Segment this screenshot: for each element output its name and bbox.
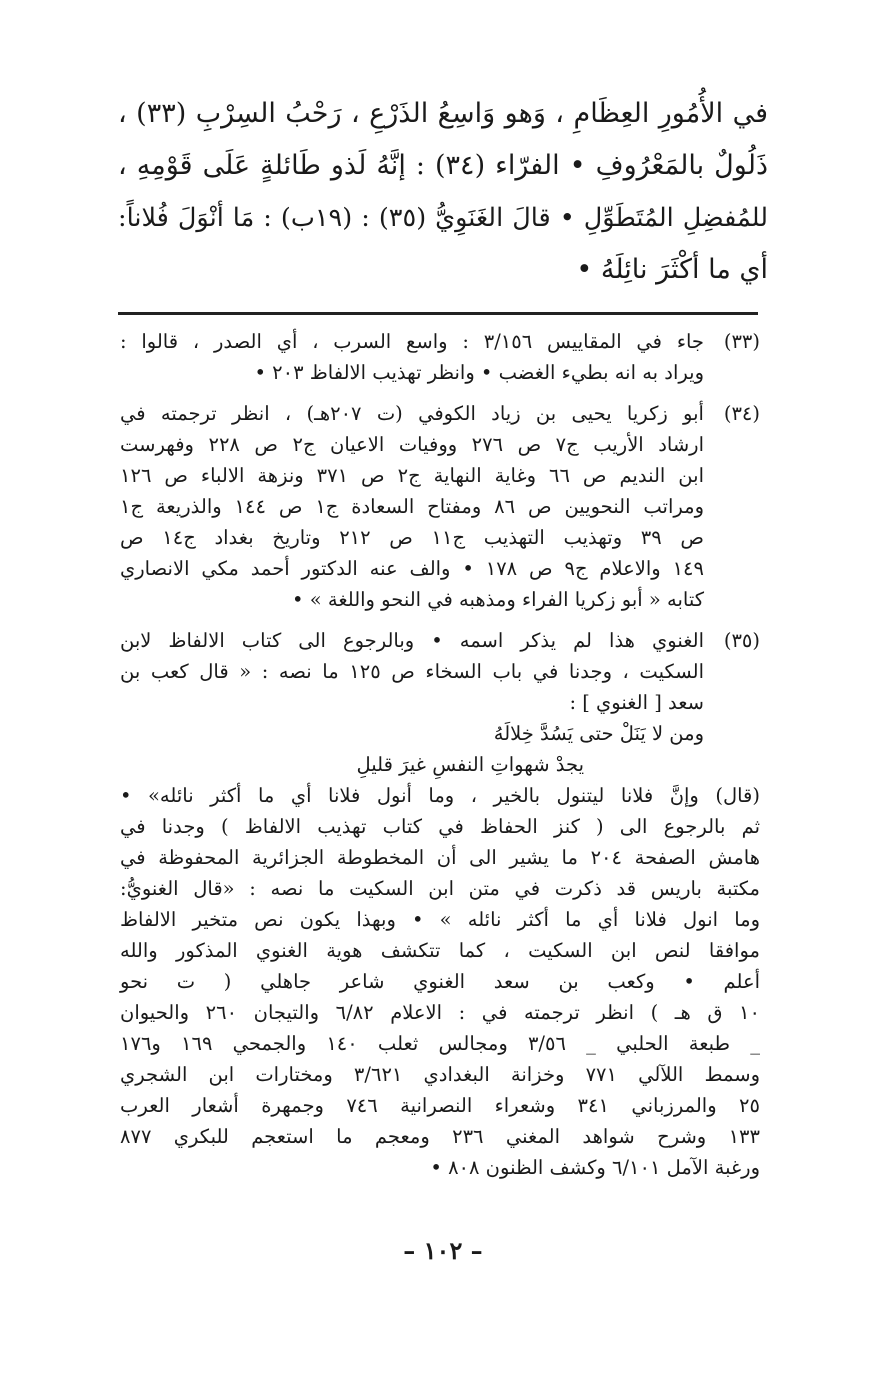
footnote-35: [120, 625, 760, 1183]
verse-first-hemistich: ومن لا يَنَلْ حتى يَسُدَّ خِلالَهُ: [493, 722, 704, 745]
main-text-line: ذَلُولٌ بالمَعْرُوفِ • الفرّاء (٣٤) : إنَّهُ لَذو طَائلةٍ عَلَى قَوْمِهِ ،: [118, 150, 768, 181]
footnote-line: الغنوي هذا لم يذكر اسمه • وبالرجوع الى كتاب الالفاظ لابن: [120, 629, 704, 652]
footnote-line: ارشاد الأريب ج٧ ص ٢٧٦ ووفيات الاعيان ج٢ ص ٢٢٨ وفهرست: [120, 433, 705, 456]
footnote-line: ١٣٣ وشرح شواهد المغني ٢٣٦ ومعجم ما استعجم للبكري ٨٧٧: [120, 1125, 760, 1148]
page-number: – ١٠٢ –: [403, 1236, 483, 1265]
verse-second-hemistich: يجدْ شهواتِ النفسِ غيرَ قليلِ: [356, 753, 584, 776]
footnote-line: ابن النديم ص ٦٦ وغاية النهاية ج٢ ص ٣٧١ ونزهة الالباء ص ١٢٦: [120, 464, 704, 487]
footnote-line: هامش الصفحة ٢٠٤ ما يشير الى أن المخطوطة الجزائرية المحفوظة في: [120, 846, 760, 869]
footnote-line: وسمط اللآلي ٧٧١ وخزانة البغدادي ٣/٦٢١ ومختارات ابن الشجري: [120, 1063, 760, 1086]
footnote-line: سعد [ الغنوي ] :: [569, 691, 704, 714]
footnote-line: ١٠ ق هـ ) انظر ترجمته في : الاعلام ٦/٨٢ والتيجان ٢٦٠ والحيوان: [120, 1001, 760, 1024]
footnote-line: موافقا لنص ابن السكيت ، كما تتكشف هوية الغنوي المذكور والله: [120, 939, 760, 962]
footnote-34: [120, 398, 760, 615]
main-text-line: أي ما أكْثَرَ نائِلَهُ •: [576, 254, 768, 285]
footnote-33: [120, 326, 760, 388]
footnote-line: كتابه « أبو زكريا الفراء ومذهبه في النحو واللغة » •: [292, 588, 704, 611]
footnotes-block: [120, 326, 760, 1183]
main-text-line: في الأُمُورِ العِظَامِ ، وَهو وَاسِعُ الذَرْعِ ، رَحْبُ السِرْبِ (٣٣) ،: [118, 98, 768, 129]
footnote-number: (٣٣): [723, 330, 760, 353]
footnote-number: (٣٥): [723, 629, 760, 652]
footnote-line: ومراتب النحويين ص ٨٦ ومفتاح السعادة ج١ ص ١٤٤ والذريعة ج١: [120, 495, 705, 518]
footnote-number: (٣٤): [723, 402, 760, 425]
footnote-line: ٢٥ والمرزباني ٣٤١ وشعراء النصرانية ٧٤٦ وجمهرة أشعار العرب: [120, 1094, 760, 1117]
footnote-line: مكتبة باريس قد ذكرت في متن ابن السكيت ما نصه : «قال الغنويُّ:: [120, 877, 760, 900]
main-text-line: للمُفضِلِ المُتَطَوِّلِ • قالَ الغَنَوِيُّ (٣٥) : (١٩ب) : مَا أنْوَلَ فُلاناً:: [118, 203, 768, 233]
footnote-line: _ طبعة الحلبي _ ٣/٥٦ ومجالس ثعلب ١٤٠ والجمحي ١٦٩ و١٧٦: [120, 1032, 760, 1055]
footnote-line: وما انول فلانا أي ما أكثر نائله » • وبهذا يكون نص متخير الالفاظ: [120, 908, 760, 931]
footnote-line: ص ٣٩ وتهذيب التهذيب ج١١ ص ٢١٢ وتاريخ بغداد ج١٤ ص: [120, 526, 704, 549]
footnote-line: ويراد به انه بطيء الغضب • وانظر تهذيب الالفاظ ٢٠٣ •: [254, 361, 704, 384]
main-text-block: [118, 88, 768, 296]
footnote-line: (قال) وإنَّ فلانا ليتنول بالخير ، وما أنول فلانا أي ما أكثر نائله» •: [120, 784, 760, 807]
footnote-line: ورغبة الآمل ٦/١٠١ وكشف الظنون ٨٠٨ •: [430, 1156, 760, 1179]
footnote-line: ثم بالرجوع الى ( كنز الحفاظ في كتاب تهذيب الالفاظ ) وجدنا في: [120, 815, 760, 838]
footnote-line: أبو زكريا يحيى بن زياد الكوفي (ت ٢٠٧هـ) ، انظر ترجمته في: [120, 402, 704, 425]
footnote-35-continuation: [120, 780, 760, 1183]
footnote-line: أعلم • وكعب بن سعد الغنوي شاعر جاهلي ( ت نحو: [120, 970, 760, 993]
footnote-line: ١٤٩ والاعلام ج٩ ص ١٧٨ • والف عنه الدكتور أحمد مكي الانصاري: [120, 557, 704, 580]
footnote-line: السكيت ، وجدنا في باب السخاء ص ١٢٥ ما نصه : « قال كعب بن: [120, 660, 704, 683]
footnote-separator: [118, 312, 758, 315]
footnote-line: جاء في المقاييس ٣/١٥٦ : واسع السرب ، أي الصدر ، قالوا :: [120, 330, 704, 353]
